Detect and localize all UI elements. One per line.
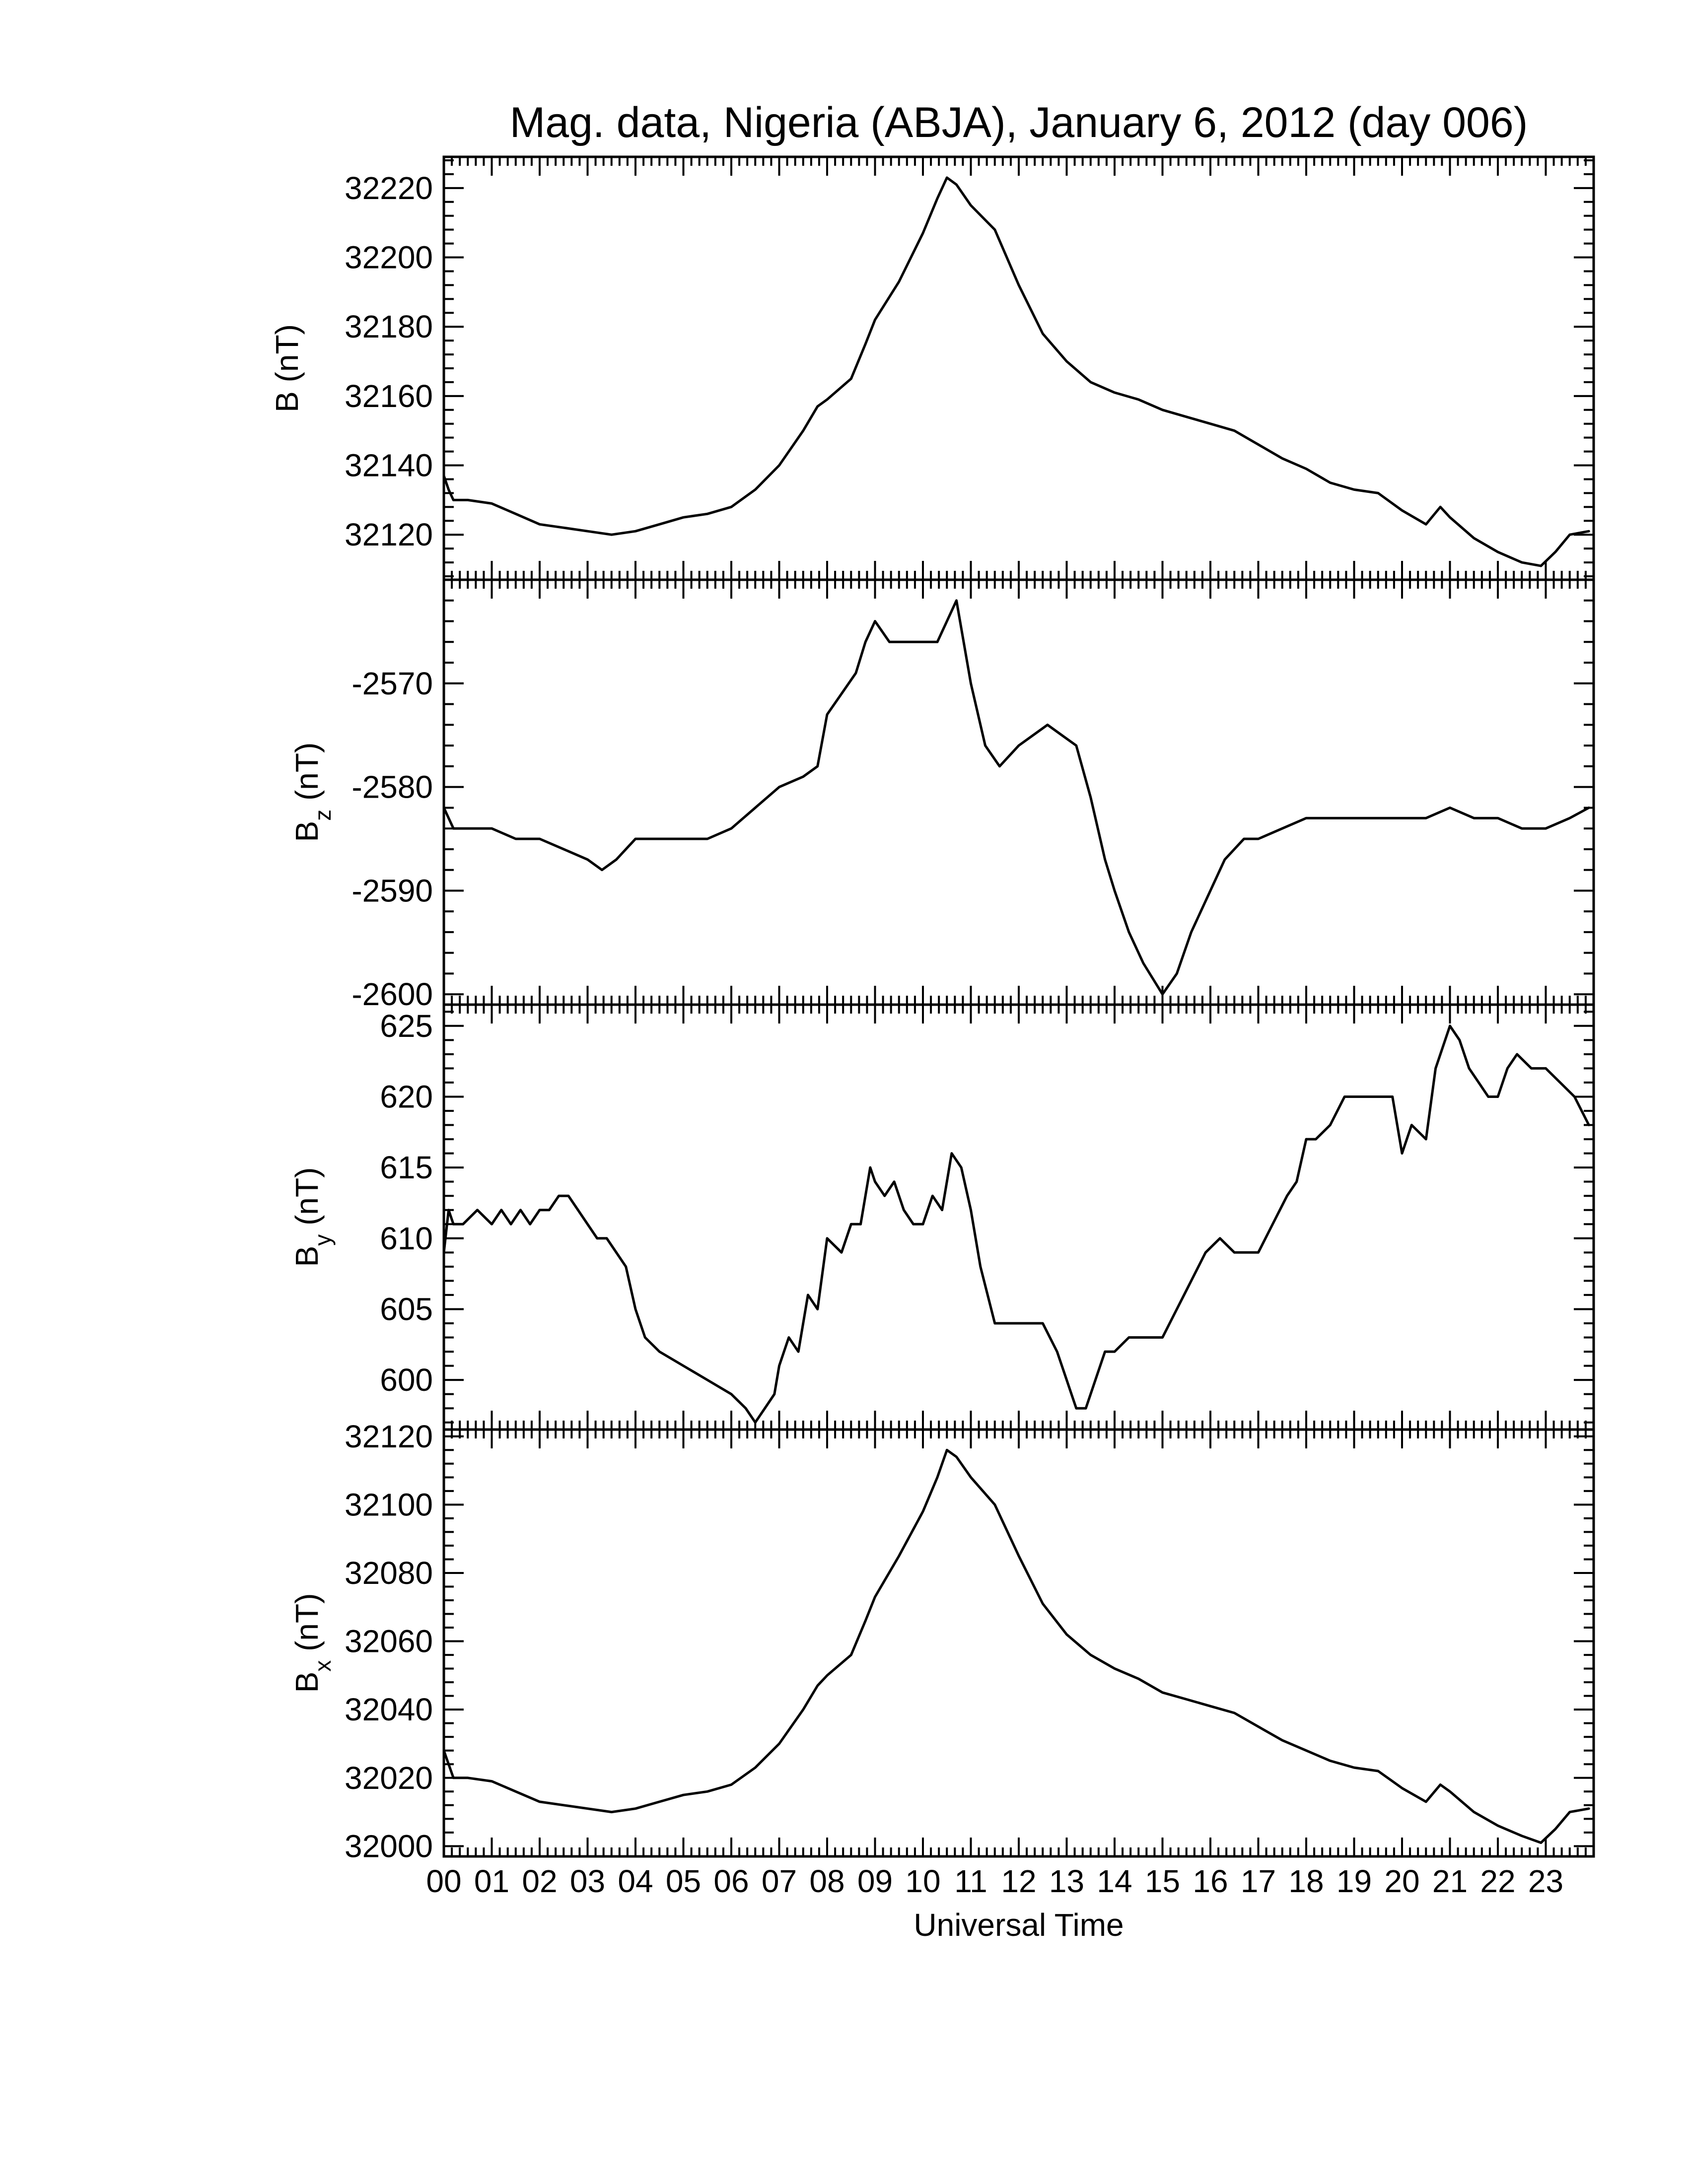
x-tick-label: 09	[857, 1863, 893, 1899]
chart-title: Mag. data, Nigeria (ABJA), January 6, 2012 (day 006)	[509, 99, 1528, 146]
y-tick-label: 32100	[345, 1487, 433, 1523]
x-tick-label: 06	[713, 1863, 749, 1899]
y-tick-label: 32160	[345, 378, 433, 414]
series-line-bx	[444, 1450, 1589, 1843]
x-tick-label: 21	[1432, 1863, 1468, 1899]
y-tick-label: 32120	[345, 517, 433, 553]
y-tick-label: 32140	[345, 447, 433, 483]
y-tick-label: -2570	[352, 665, 433, 701]
y-tick-label: 32080	[345, 1555, 433, 1591]
x-tick-label: 19	[1336, 1863, 1372, 1899]
y-axis-label-b: B (nT)	[269, 324, 305, 412]
x-tick-label: 11	[954, 1863, 987, 1899]
y-tick-label: 32220	[345, 170, 433, 206]
y-tick-label: 32000	[345, 1828, 433, 1864]
y-tick-label: 32120	[345, 1418, 433, 1454]
y-tick-label: 625	[380, 1008, 433, 1044]
y-tick-label: 32060	[345, 1623, 433, 1659]
panel-frame-bx	[444, 1430, 1594, 1856]
x-tick-label: 05	[665, 1863, 702, 1899]
y-tick-label: 615	[380, 1150, 433, 1186]
x-tick-label: 07	[761, 1863, 797, 1899]
x-tick-label: 15	[1144, 1863, 1181, 1899]
series-line-by	[444, 1026, 1589, 1423]
x-tick-label: 01	[474, 1863, 510, 1899]
x-tick-label: 14	[1097, 1863, 1132, 1899]
panels-layer	[269, 157, 1594, 1864]
x-tick-label: 02	[522, 1863, 558, 1899]
x-tick-label: 16	[1193, 1863, 1228, 1899]
x-axis-label: Universal Time	[914, 1907, 1124, 1943]
x-tick-label: 23	[1528, 1863, 1564, 1899]
panel-frame-bz	[444, 580, 1594, 1005]
x-axis	[426, 1863, 1563, 1899]
panel-frame-by	[444, 1005, 1594, 1430]
x-tick-label: 20	[1384, 1863, 1420, 1899]
x-tick-label: 13	[1049, 1863, 1085, 1899]
x-tick-label: 04	[618, 1863, 653, 1899]
x-tick-label: 12	[1001, 1863, 1037, 1899]
x-tick-label: 03	[569, 1863, 606, 1899]
y-tick-label: 610	[380, 1220, 433, 1256]
y-tick-label: 32200	[345, 239, 433, 275]
series-line-b	[444, 178, 1589, 566]
x-tick-label: 08	[809, 1863, 845, 1899]
y-tick-label: 605	[380, 1291, 433, 1327]
y-tick-label: 32020	[345, 1760, 433, 1796]
y-axis-label-by: $B_y$ (nT)	[289, 1167, 336, 1267]
panel-frame-b	[444, 157, 1594, 580]
panel-bx	[289, 1419, 1594, 1864]
x-tick-label: 17	[1240, 1863, 1276, 1899]
y-tick-label: 620	[380, 1079, 433, 1115]
x-tick-label: 00	[426, 1863, 462, 1899]
panel-bz	[289, 580, 1594, 1012]
y-tick-label: 32180	[345, 309, 433, 345]
y-tick-label: -2590	[352, 873, 433, 909]
y-tick-label: -2580	[352, 769, 433, 805]
y-axis-label-bz: $B_z$ (nT)	[289, 742, 336, 842]
y-tick-label: 32040	[345, 1692, 433, 1728]
panel-b	[269, 157, 1594, 580]
panel-by	[289, 1005, 1594, 1430]
y-tick-label: -2600	[352, 976, 433, 1013]
y-tick-label: 600	[380, 1362, 433, 1398]
x-tick-label: 18	[1288, 1863, 1324, 1899]
y-axis-label-bx: $B_x$ (nT)	[289, 1593, 336, 1693]
series-line-bz	[444, 601, 1589, 994]
x-tick-label: 22	[1480, 1863, 1516, 1899]
x-tick-label: 10	[905, 1863, 941, 1899]
